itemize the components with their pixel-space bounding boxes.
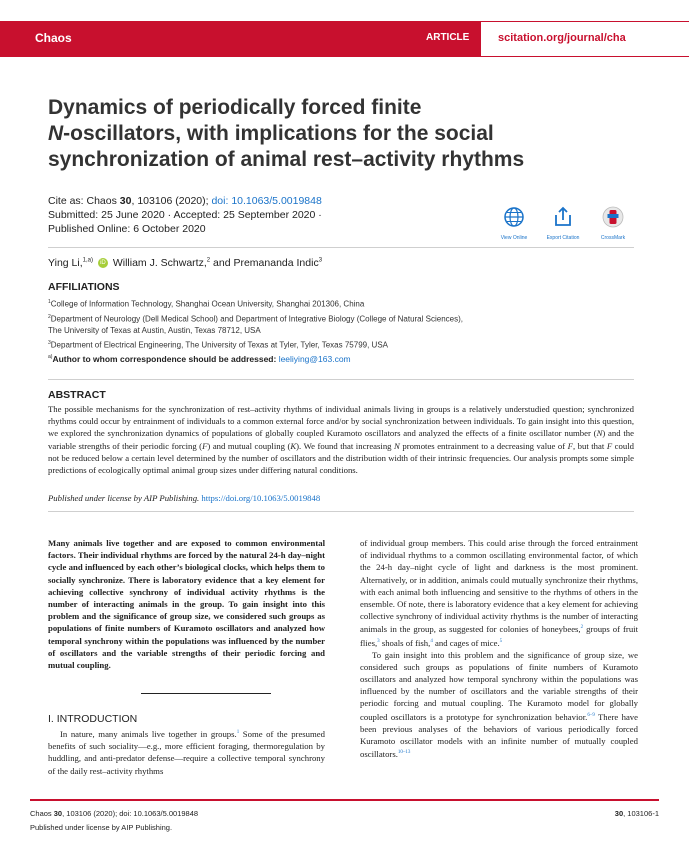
corr-sup: a) (48, 354, 53, 361)
cite-line (48, 194, 322, 208)
journal-name[interactable]: Chaos (35, 31, 72, 45)
author-1-sup: 1,a) (82, 257, 93, 264)
journal-header-bar (0, 21, 689, 57)
aff-1-text: College of Information Technology, Shanghai Ocean University, Shanghai 201306, China (50, 299, 365, 309)
title-line-2-rest: -oscillators, with implications for the social (63, 122, 494, 145)
authors-line (48, 257, 322, 269)
affiliation-1 (48, 296, 638, 311)
crossmark-label: CrossMark (600, 235, 626, 241)
affiliations-list (48, 296, 638, 352)
introduction-heading: I. INTRODUCTION (48, 713, 138, 725)
title-line-2 (48, 121, 648, 147)
citation-block (48, 194, 322, 236)
crossmark-icon (602, 206, 624, 228)
view-online-label: View Online (500, 235, 528, 241)
license-text: Published under license by AIP Publishing. (48, 493, 202, 503)
aff-3-text: Department of Electrical Engineering, The University of Texas at Tyler, Tyler, Texas 75799, USA (50, 340, 388, 350)
license-line (48, 493, 320, 503)
divider (48, 247, 634, 248)
introduction-paragraph: In nature, many animals live together in groups.$^1$ Some of the presumed benefits of such sociality—e.g., more efficient foraging, thermoregulation by huddling, and anti-predator defense—require a collective temporal synchrony of the daily rest–activity rhythms (48, 728, 325, 776)
export-citation-label: Export Citation (546, 235, 580, 241)
license-doi-link[interactable]: https://doi.org/10.1063/5.0019848 (201, 493, 321, 503)
cite-rest: , 103106 (2020); (131, 195, 212, 207)
ref-link[interactable]: 3 (377, 638, 380, 644)
page-number: 30, 103106-1 (614, 809, 659, 818)
divider (48, 379, 634, 380)
corr-label: Author to whom correspondence should be addressed: (52, 354, 279, 364)
aff-3-sup: 3 (48, 340, 51, 347)
author-3-sup: 3 (318, 257, 323, 264)
doi-link[interactable]: doi: 10.1063/5.0019848 (211, 195, 322, 207)
orcid-icon[interactable]: iD (98, 258, 108, 268)
export-icon (552, 206, 574, 228)
affiliations-heading: AFFILIATIONS (48, 281, 120, 293)
author-2-sup: 2 (206, 257, 211, 264)
ref-link[interactable]: 5 (499, 638, 503, 644)
right-paragraph-1: of individual group members. This could arise through the forced entrainment of individual rhythms to a common oscillating environmental factor, of which the 24-h day–night cycle of light and darkness is the most prominent. Alternatively, or in addition, animals could mutually synchronize their rhythms, with each animal both influencing and sensitive to the rhythms of others in the ensemble. Of note, there is laboratory evidence that a key element for achieving collective synchrony of individual activity rhythms is the number of interacting animals in the group, as suggested for colonies of honeybees,$^2$ groups of fruit flies,$^3$ shoals of fish,$^4$ and cages of mice.$^5$ (360, 538, 638, 648)
right-paragraph-2: To gain insight into this problem and the significance of group size, we considered such groups as populations of finite numbers of Kuramoto oscillators and analyzed how temporal synchrony within the populations was influenced by the number of oscillators and the variable strengths of their periodic forcing and mutual coupling. The Kuramoto model for globally coupled oscillators is a prototype for synchronization behavior.$^{6-9}$ There have been previous analyses of the behaviors of various periodically forced Kuramoto oscillator models with an infinite number of mutually coupled oscillators.$^{10-13}$ (360, 649, 639, 760)
correspondence-line (48, 354, 351, 364)
paper-title (48, 95, 648, 173)
ref-link[interactable]: 1 (236, 730, 240, 735)
ref-link[interactable]: 10–13 (397, 750, 411, 756)
affiliation-3 (48, 337, 638, 352)
title-line-3: synchronization of animal rest–activity rhythms (48, 148, 525, 171)
journal-url-box[interactable] (481, 21, 689, 57)
divider (48, 511, 634, 512)
cite-prefix: Cite as: Chaos (48, 195, 120, 207)
globe-icon (503, 206, 525, 228)
abstract-text: The possible mechanisms for the synchronization of rest–activity rhythms of individual animals living in groups is a relatively understudied question; synchronized rhythms could occur by entrainment of individuals to a common external force and/or by social synchronization between individuals. To gain insight into this question, we explored the synchronization dynamics of populations of globally coupled Kuramoto oscillators and analyzed the effects of a finite oscillator number (N) and the variable strengths of their periodic forcing (F) and mutual coupling (K). We found that increasing N promotes entrainment to a decreasing value of F, but that F could not be reduced below a certain level determined by the number of oscillators and the distribution width of their intrinsic frequencies. Our analysis prompts some simple predictions of ecologically optimal animal group sizes under differing natural conditions. (48, 404, 634, 476)
ref-link[interactable]: 4 (430, 638, 433, 644)
email-link[interactable]: leeliying@163.com (278, 354, 351, 364)
right-column (360, 537, 638, 760)
aff-1-sup: 1 (48, 299, 51, 305)
affiliation-2-cont: The University of Texas at Austin, Austin, Texas 78712, USA (48, 326, 261, 336)
lead-paragraph: Many animals live together and are exposed to common environmental factors. Their individual rhythms are forced by the natural 24-h day–night cycle and influenced by each other’s biological clocks, which helps them to socially synchronize. There is laboratory evidence that a key element for achieving collective synchrony of individual activity rhythms is the number of interacting animals in the group. To gain insight into this problem and the significance of group size, we considered such groups as populations of finite numbers of Kuramoto oscillators and analyzed how temporal synchrony within the populations was influenced by the number of oscillators and the variable strengths of their periodic forcing and mutual coupling. (48, 538, 325, 671)
aff-2-sup: 2 (48, 313, 51, 320)
author-premananda-indic[interactable]: and Premananda Indic (213, 257, 319, 269)
title-n-italic: N (48, 122, 64, 145)
affiliation-2 (48, 311, 638, 326)
author-ying-li[interactable]: Ying Li, (48, 257, 83, 269)
journal-url[interactable]: scitation.org/journal/cha (498, 32, 626, 44)
article-label: ARTICLE (426, 32, 470, 43)
abstract-heading: ABSTRACT (48, 389, 106, 401)
footer-citation: Chaos 30, 103106 (2020); doi: 10.1063/5.0019848 (30, 809, 199, 818)
dates-line: Submitted: 25 June 2020 · Accepted: 25 September 2020 · (48, 209, 322, 221)
footer-license: Published under license by AIP Publishing. (30, 823, 173, 832)
aff-2-text: Department of Neurology (Dell Medical School) and Department of Integrative Biology (College of Natural Sciences), (50, 314, 463, 324)
cite-volume: 30 (119, 195, 132, 207)
crossmark-button[interactable] (583, 206, 643, 241)
author-william-schwartz[interactable]: William J. Schwartz, (112, 257, 207, 269)
lead-divider (141, 693, 271, 694)
title-line-1: Dynamics of periodically forced finite (48, 96, 422, 119)
ref-link[interactable]: 6–9 (587, 712, 595, 718)
footer-rule (30, 799, 659, 801)
published-line: Published Online: 6 October 2020 (48, 223, 206, 235)
ref-link[interactable]: 2 (580, 625, 584, 631)
